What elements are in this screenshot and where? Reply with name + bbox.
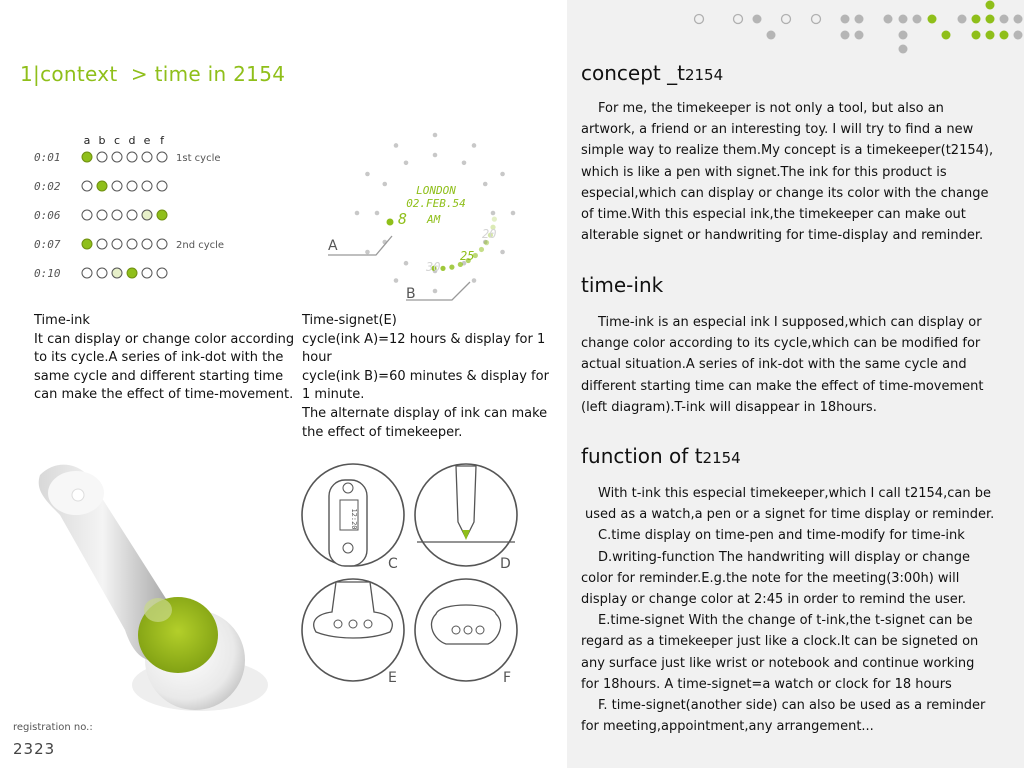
ink-dot (157, 152, 167, 162)
time-ink-line: actual situation.A series of ink-dot with the same cycle and (581, 357, 967, 373)
ink-dot (142, 181, 152, 191)
function-title-text: function of t (581, 444, 703, 468)
clock-grey-dot (433, 289, 438, 294)
clock-grey-dot (355, 211, 360, 216)
time-ink-caption-title: Time-ink (34, 313, 90, 328)
concept-line: which is like a pen with signet.The ink for this product is (581, 164, 947, 180)
pen-cap-button (72, 489, 84, 501)
clock-grey-dot (472, 143, 477, 148)
clock-grey-dot (375, 211, 380, 216)
heading-separator: | (33, 62, 41, 86)
time-signet-caption-line: the effect of timekeeper. (302, 424, 463, 440)
heading-context: context (40, 62, 118, 86)
ink-dot (142, 210, 152, 220)
view-e (302, 579, 404, 686)
ink-dot (97, 268, 107, 278)
clock-label-20: 20 (482, 227, 497, 241)
ink-dot (127, 210, 137, 220)
ink-dot (112, 268, 122, 278)
concept-title-suffix: 2154 (684, 66, 724, 84)
ink-dot (82, 181, 92, 191)
cycle-column-label: f (160, 134, 164, 147)
ink-dot (127, 152, 137, 162)
concept-paragraph (581, 98, 994, 246)
clock-minute-dot (492, 217, 497, 222)
time-ink-caption-line: to its cycle.A series of ink-dot with the (34, 350, 284, 366)
cycle-column-label: a (83, 134, 91, 147)
view-f (415, 579, 517, 686)
function-line: regard as a timekeeper just like a clock.It can be signeted on (581, 634, 979, 650)
cycle-row-time: 0:02 (34, 180, 61, 193)
cycle-row-note: 2nd cycle (176, 240, 225, 251)
ink-dot (157, 268, 167, 278)
clock-grey-dot (472, 278, 477, 283)
ink-dot (82, 210, 92, 220)
clock-minute: 25 (460, 249, 475, 263)
concept-line: alterable signet or handwriting for time-display and reminder. (581, 228, 984, 244)
time-ink-line: different starting time can make the effect of time-movement (581, 378, 984, 394)
view-d (415, 464, 517, 572)
ink-dot (97, 152, 107, 162)
time-ink-caption-line: same cycle and different starting time (34, 368, 284, 384)
cycle-row-time: 0:07 (34, 238, 61, 251)
view-d-label: D (500, 556, 511, 572)
time-signet-caption-line: hour (302, 350, 332, 366)
time-signet-caption-line: 1 minute. (302, 387, 365, 403)
clock-grey-dot (491, 211, 496, 216)
clock-label-30: 30 (426, 260, 441, 274)
clock-grey-dot (404, 261, 409, 266)
clock-grey-dot (394, 278, 399, 283)
pen-green-highlight (144, 598, 172, 622)
registration-number: 2323 (13, 740, 56, 758)
ink-dot (157, 210, 167, 220)
heading-topic: time in 2154 (154, 62, 286, 86)
clock-grey-dot (483, 182, 488, 187)
cycle-row-time: 0:01 (34, 151, 61, 164)
time-signet-caption-line: cycle(ink A)=12 hours & display for 1 (302, 331, 546, 347)
ink-dot (157, 181, 167, 191)
concept-line: artwork, a friend or an interesting toy. I will try to find a new (581, 122, 974, 138)
clock-minute-dot (440, 266, 445, 271)
ink-dot (82, 239, 92, 249)
function-line: With t-ink this especial timekeeper,which I call t2154,can be (598, 486, 991, 501)
time-ink-line: (left diagram).T-ink will disappear in 18hours. (581, 399, 877, 415)
heading-number: 1 (20, 62, 34, 86)
clock-grey-dot (365, 172, 370, 177)
concept-line: simple way to realize them.My concept is a timekeeper(t2154), (581, 143, 994, 159)
cycle-column-label: d (128, 134, 136, 147)
function-line: C.time display on time-pen and time-modify for time-ink (598, 528, 965, 544)
time-signet-caption-title: Time-signet(E) (302, 313, 397, 328)
time-ink-line: change color according to its cycle,which can be modified for (581, 336, 981, 352)
time-ink-line: Time-ink is an especial ink I supposed,which can display or (598, 315, 982, 330)
cycle-column-label: c (113, 134, 121, 147)
label-a: A (328, 238, 338, 254)
function-line: D.writing-function The handwriting will display or change (598, 549, 970, 565)
ink-dot (112, 210, 122, 220)
clock-grey-dot (500, 172, 505, 177)
ink-dot (97, 210, 107, 220)
function-paragraph (581, 483, 995, 737)
clock-grey-dot (433, 133, 438, 138)
clock-hour: 8 (398, 210, 408, 228)
cycle-row-time: 0:10 (34, 267, 61, 280)
clock-city: LONDON (416, 184, 456, 197)
function-line: color for reminder.E.g.the note for the meeting(3:00h) will (581, 570, 960, 586)
time-signet-caption-line: The alternate display of ink can make (302, 405, 548, 421)
ink-dot (127, 268, 137, 278)
view-e-label: E (388, 670, 397, 686)
function-line: for meeting,appointment,any arrangement... (581, 719, 874, 735)
clock-grey-dot (365, 250, 370, 255)
cycle-row-note: 1st cycle (176, 153, 221, 164)
cycle-row-time: 0:06 (34, 209, 61, 222)
time-ink-caption-line: It can display or change color according (34, 331, 295, 347)
view-c (302, 464, 404, 572)
cycle-column-label: b (98, 134, 106, 147)
function-title (581, 444, 741, 468)
time-signet-caption (302, 312, 562, 442)
clock-hour-dot (387, 219, 394, 226)
function-line: used as a watch,a pen or a signet for time display or reminder. (585, 507, 995, 523)
time-signet-caption-line: cycle(ink B)=60 minutes & display for (302, 368, 549, 384)
heading-arrow: > (130, 62, 148, 86)
clock-date: 02.FEB.54 (406, 197, 466, 210)
ink-dot (127, 239, 137, 249)
clock-grey-dot (433, 153, 438, 158)
function-line: E.time-signet With the change of t-ink,the t-signet can be (598, 613, 973, 629)
clock-ampm: AM (427, 213, 441, 226)
time-signet-clock-illustration (320, 118, 520, 308)
view-c-time: 12:20 (350, 508, 358, 530)
cycle-column-label: e (143, 134, 151, 147)
clock-grey-dot (382, 182, 387, 187)
function-line: any surface just like wrist or notebook and continue working (581, 655, 975, 671)
clock-grey-dot (404, 160, 409, 165)
registration-label: registration no.: (13, 722, 93, 733)
function-views-illustration (300, 462, 530, 692)
ink-dot (112, 181, 122, 191)
ink-dot (127, 181, 137, 191)
function-title-suffix: 2154 (702, 449, 741, 467)
ink-dot (97, 181, 107, 191)
clock-grey-dot (462, 160, 467, 165)
ink-dot (112, 152, 122, 162)
concept-line: especial,which can display or change its color with the change (581, 185, 989, 201)
time-ink-paragraph (581, 312, 991, 418)
view-c-label: C (388, 556, 398, 572)
time-ink-caption (34, 312, 304, 405)
time-ink-caption-line: can make the effect of time-movement. (34, 387, 294, 403)
clock-grey-dot (394, 143, 399, 148)
concept-title (581, 61, 723, 85)
concept-line: of time.With this especial ink,the timekeeper can make out (581, 207, 966, 223)
ink-dot (157, 239, 167, 249)
function-line: F. time-signet(another side) can also be used as a reminder (598, 698, 986, 714)
ink-dot (82, 268, 92, 278)
ink-dot (97, 239, 107, 249)
clock-minute-dot (479, 247, 484, 252)
ink-dot (142, 268, 152, 278)
label-b: B (406, 286, 416, 302)
ink-dot (82, 152, 92, 162)
time-ink-title: time-ink (581, 273, 664, 297)
concept-line: For me, the timekeeper is not only a tool, but also an (598, 101, 944, 116)
concept-title-text: concept _t (581, 61, 685, 85)
clock-grey-dot (511, 211, 516, 216)
ink-dot (142, 152, 152, 162)
ink-dot (112, 239, 122, 249)
time-ink-cycle-diagram (0, 0, 300, 300)
clock-grey-dot (500, 250, 505, 255)
ink-dot (142, 239, 152, 249)
clock-minute-dot (449, 265, 454, 270)
function-line: for 18hours. A time-signet=a watch or clock for 18 hours (581, 676, 952, 692)
view-f-label: F (503, 670, 512, 686)
pointer-line-a (328, 236, 392, 255)
time-pen-illustration (30, 455, 270, 715)
function-line: display or change color at 2:45 in order to remind the user. (581, 592, 967, 608)
